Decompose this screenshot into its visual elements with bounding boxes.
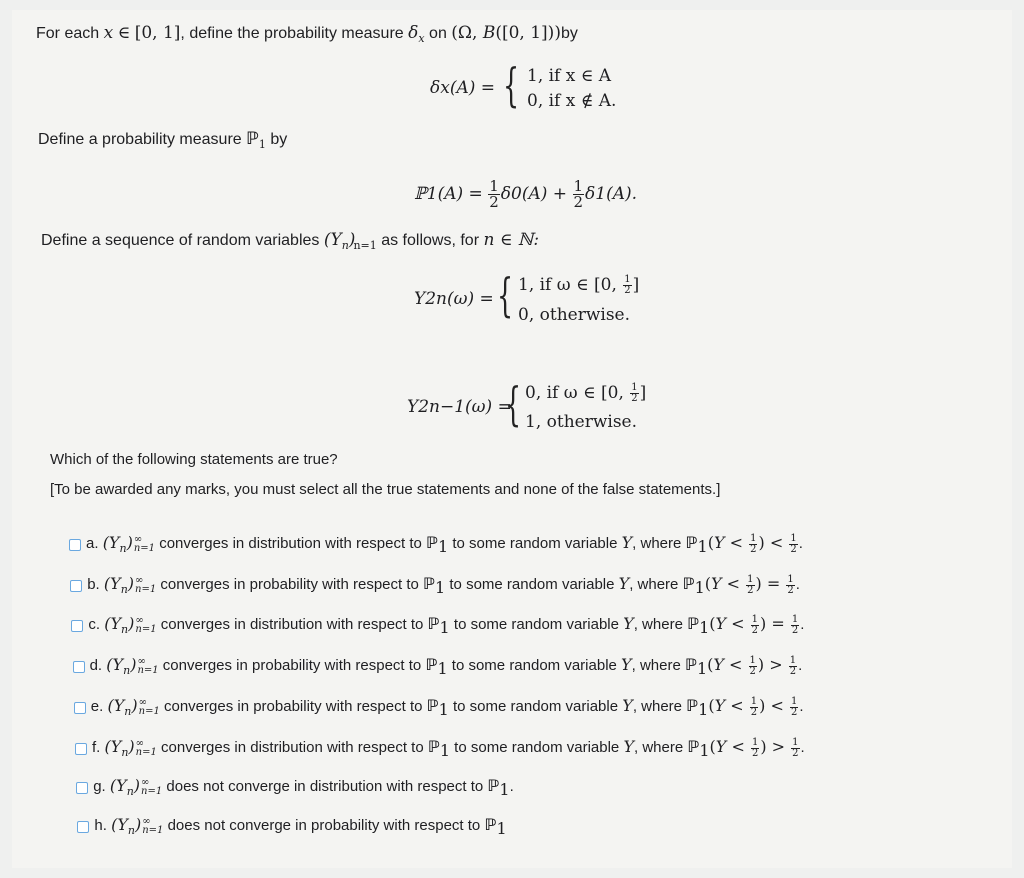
option-text: $(Y_n)$ ∞ n=1 converges in probability with respect to ℙ1 to some random variable Y, where ℙ1(Y < $\frac{1}{2}$ ) = $\frac{1}{2}$ . [103,573,800,597]
dirac-case1: 1, if x ∈ A [527,66,612,86]
y2n-case1-line: 1, if ω ∈ [0, $\frac{1}{2}$ ] [518,274,640,296]
option-checkbox-a[interactable] [69,539,81,551]
p1-definition [414,172,637,216]
option-h[interactable] [94,815,506,841]
option-checkbox-h[interactable] [77,821,89,833]
y2n1-brace: { [505,377,522,431]
option-letter: a. [86,535,103,552]
option-text: $(Y_n)$ ∞ n=1 converges in probability with respect to ℙ1 to some random variable Y, where ℙ1(Y < $\frac{1}{2}$ ) < $\frac{1}{2}$ . [107,695,804,719]
p1-intro-text: Define a probability measure [38,131,242,148]
comma: , [180,25,185,42]
y2n1-case2: 1, otherwise. [525,412,638,432]
intro-on: on [429,25,447,42]
y2n1-case1: 0, if ω ∈ [0, [525,383,624,403]
option-checkbox-b[interactable] [70,580,82,592]
fraction-half-2: $\frac{1}{2}$ [573,177,584,212]
dirac-case2: 0, if x ∉ A. [527,91,617,111]
option-text: $(Y_n)$ ∞ n=1 converges in probability with respect to ℙ1 to some random variable Y, where ℙ1(Y < $\frac{1}{2}$ ) > $\frac{1}{2}$ . [106,654,803,678]
fraction-half-1: $\frac{1}{2}$ [489,177,499,212]
option-letter: e. [90,698,108,715]
in-symbol: ∈ [117,23,131,43]
dirac-brace: { [503,58,520,112]
option-text: $(Y_n)$ ∞ n=1 converges in distribution with respect to ℙ1 to some random variable Y, where ℙ1(Y < $\frac{1}{2}$ ) = $\frac{1}{2}$ . [104,613,805,637]
y2n-case2: 0, otherwise. [518,305,631,325]
option-checkbox-e[interactable] [74,702,86,714]
p1-term1: δ0(A) + [500,184,568,204]
y2n-case1: 1, if ω ∈ [0, [518,275,617,295]
option-letter: b. [87,576,104,593]
y2n1-lhs: Y2n−1(ω) = [407,397,512,417]
p1-by: by [270,131,288,148]
option-checkbox-f[interactable] [75,743,87,755]
borel-arg: ([0, 1])) [495,23,561,43]
delta-symbol: δ [408,23,419,43]
option-checkbox-d[interactable] [73,661,85,673]
option-letter: g. [93,778,110,795]
intro-mid: define the probability measure [189,25,404,42]
option-text: $(Y_n)$ ∞ n=1 converges in distribution with respect to ℙ1 to some random variable Y, where ℙ1(Y < $\frac{1}{2}$ ) < $\frac{1}{2}$ . [102,532,803,556]
interval: [0, 1] [134,23,181,43]
option-b[interactable] [87,574,800,600]
y2n-lhs: Y2n(ω) = [414,289,494,309]
option-a[interactable] [86,533,803,559]
n-in-naturals: n ∈ ℕ: [483,230,540,250]
option-text: $(Y_n)$ ∞ n=1 does not converge in probability with respect to ℙ1 [111,815,507,838]
p1-lhs: ℙ1(A) = [414,184,483,204]
sequence-intro-line: Define a sequence of random variables $(Y_n)_{n=1}$ as follows, for n ∈ ℕ: [41,230,540,252]
option-text: $(Y_n)$ ∞ n=1 converges in distribution with respect to ℙ1 to some random variable Y, where ℙ1(Y < $\frac{1}{2}$ ) > $\frac{1}{2}$ . [104,736,805,760]
option-d[interactable] [90,655,803,681]
question-text: Which of the following statements are true? [50,451,338,468]
option-f[interactable] [92,737,805,763]
space-omega: (Ω, [451,23,483,43]
y2n1-case1-line: 0, if ω ∈ [0, $\frac{1}{2}$ ] [525,382,647,404]
seq-intro-suffix: as follows, for [381,232,480,249]
option-checkbox-c[interactable] [71,620,83,632]
intro-line: For each x ∈ [0, 1], define the probability measure $\delta_x$ on (Ω, B([0, 1]))by [36,23,578,45]
option-letter: d. [89,657,107,674]
option-e[interactable] [91,696,804,722]
option-checkbox-g[interactable] [76,782,88,794]
option-letter: f. [92,739,105,756]
seq-intro-prefix: Define a sequence of random variables [41,232,320,249]
p1-term2: δ1(A). [585,184,638,204]
y2n-brace: { [497,268,514,322]
option-g[interactable] [93,776,514,802]
option-c[interactable] [88,614,804,640]
option-text: $(Y_n)$ ∞ n=1 does not converge in distribution with respect to ℙ1. [109,776,514,799]
instruction-text: [To be awarded any marks, you must select all the true statements and none of the false statements.] [50,481,721,498]
borel-symbol: B [482,23,496,43]
dirac-lhs: δx(A) = [430,78,496,98]
intro-by: by [560,25,578,42]
option-letter: c. [88,616,105,633]
var-x: x [103,23,114,43]
intro-prefix: For each [36,25,100,42]
option-letter: h. [94,817,112,834]
p1-intro-line: Define a probability measure ℙ$_1$ by [38,129,288,151]
